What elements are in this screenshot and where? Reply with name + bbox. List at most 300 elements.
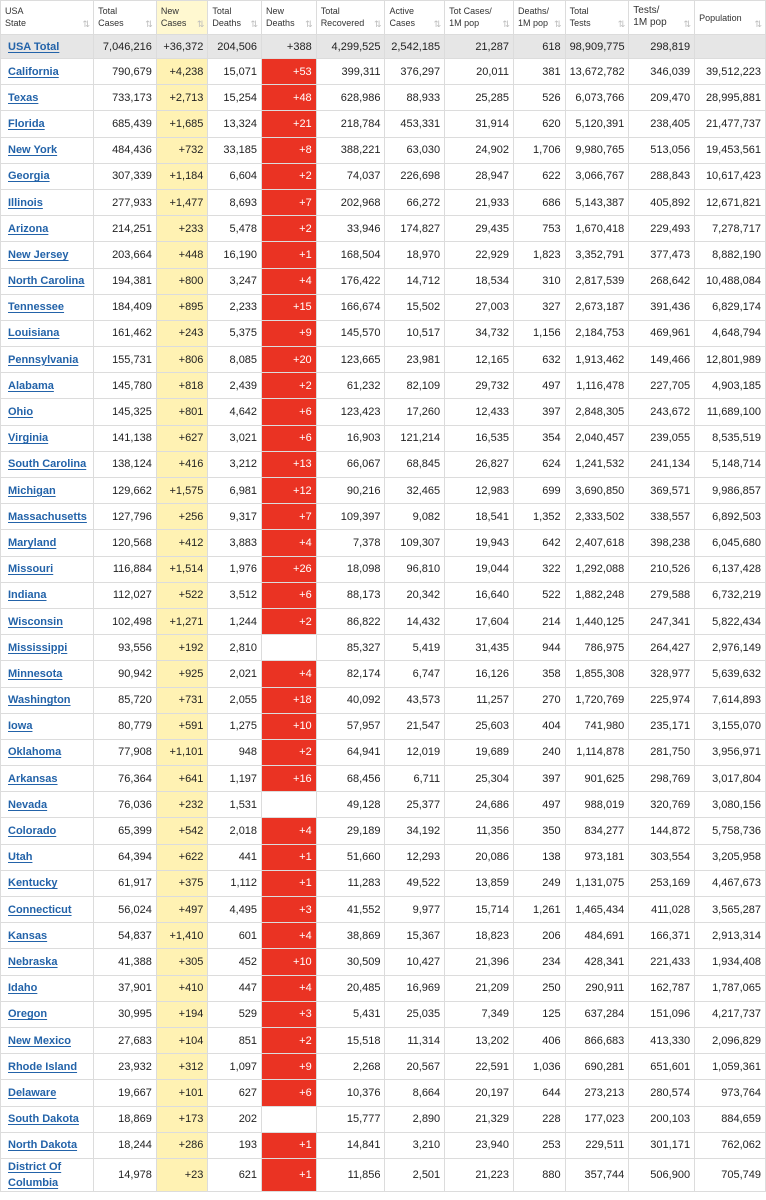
total-tests-cell: 973,181 bbox=[565, 844, 629, 870]
header-label: Deaths/ 1M pop bbox=[517, 6, 549, 28]
tests-per-1m-cell: 377,473 bbox=[629, 242, 695, 268]
population-cell: 21,477,737 bbox=[695, 111, 766, 137]
total-cases-cell: 65,399 bbox=[94, 818, 157, 844]
new-cases-cell: +542 bbox=[156, 818, 208, 844]
state-name-cell bbox=[1, 399, 94, 425]
new-cases-cell: +4,238 bbox=[156, 59, 208, 85]
tests-per-1m-cell: 469,961 bbox=[629, 320, 695, 346]
tests-per-1m-cell: 162,787 bbox=[629, 975, 695, 1001]
new-deaths-cell: +6 bbox=[262, 399, 317, 425]
total-tests-cell: 1,292,088 bbox=[565, 556, 629, 582]
tot-cases-per-1m-cell: 18,534 bbox=[445, 268, 514, 294]
population-cell: 4,648,794 bbox=[695, 320, 766, 346]
table-row bbox=[1, 582, 766, 608]
state-name-cell bbox=[1, 189, 94, 215]
deaths-per-1m-cell: 526 bbox=[513, 85, 565, 111]
new-cases-cell: +800 bbox=[156, 268, 208, 294]
state-name-cell bbox=[1, 478, 94, 504]
tests-per-1m-cell: 405,892 bbox=[629, 189, 695, 215]
population-cell: 3,205,958 bbox=[695, 844, 766, 870]
active-cases-cell: 14,712 bbox=[385, 268, 445, 294]
col-header-new-cases[interactable] bbox=[156, 1, 208, 35]
header-label: Tot Cases/ 1M pop bbox=[449, 6, 492, 28]
new-cases-cell: +23 bbox=[156, 1158, 208, 1191]
state-link[interactable]: Indiana bbox=[8, 589, 47, 602]
new-deaths-cell: +21 bbox=[262, 111, 317, 137]
total-cases-cell: 19,667 bbox=[94, 1080, 157, 1106]
new-cases-cell: +1,514 bbox=[156, 556, 208, 582]
tests-per-1m-cell: 303,554 bbox=[629, 844, 695, 870]
population-cell: 6,045,680 bbox=[695, 530, 766, 556]
total-deaths-cell: 13,324 bbox=[208, 111, 262, 137]
total-recovered-cell: 38,869 bbox=[316, 923, 385, 949]
state-link[interactable]: New Jersey bbox=[8, 248, 69, 261]
sort-icon: ⇅ bbox=[683, 19, 692, 29]
state-name-cell bbox=[1, 347, 94, 373]
tot-cases-per-1m-cell: 19,689 bbox=[445, 739, 514, 765]
state-link[interactable]: Maryland bbox=[8, 536, 57, 549]
col-header-total-recovered[interactable] bbox=[316, 1, 385, 35]
tot-cases-per-1m-cell: 20,086 bbox=[445, 844, 514, 870]
state-link[interactable]: California bbox=[8, 65, 59, 78]
state-link[interactable]: Utah bbox=[8, 851, 33, 864]
state-link[interactable]: Iowa bbox=[8, 720, 33, 733]
total-cases-cell: 41,388 bbox=[94, 949, 157, 975]
total-tests-cell: 5,120,391 bbox=[565, 111, 629, 137]
total-cases-cell: 203,664 bbox=[94, 242, 157, 268]
total-tests-cell: 786,975 bbox=[565, 635, 629, 661]
total-recovered-cell: 10,376 bbox=[316, 1080, 385, 1106]
population-cell: 5,639,632 bbox=[695, 661, 766, 687]
new-cases-cell: +36,372 bbox=[156, 35, 208, 59]
header-label: Total Deaths bbox=[212, 6, 241, 28]
total-deaths-cell: 4,642 bbox=[208, 399, 262, 425]
active-cases-cell: 8,664 bbox=[385, 1080, 445, 1106]
tot-cases-per-1m-cell: 24,686 bbox=[445, 792, 514, 818]
total-deaths-cell: 202 bbox=[208, 1106, 262, 1132]
state-link[interactable]: Wisconsin bbox=[8, 615, 63, 628]
tot-cases-per-1m-cell: 15,714 bbox=[445, 897, 514, 923]
new-deaths-cell: +4 bbox=[262, 923, 317, 949]
new-deaths-cell: +8 bbox=[262, 137, 317, 163]
active-cases-cell: 10,427 bbox=[385, 949, 445, 975]
new-cases-cell: +731 bbox=[156, 687, 208, 713]
state-name-cell bbox=[1, 713, 94, 739]
deaths-per-1m-cell: 397 bbox=[513, 766, 565, 792]
state-link[interactable]: Ohio bbox=[8, 406, 34, 419]
new-deaths-cell: +2 bbox=[262, 373, 317, 399]
total-deaths-cell: 1,097 bbox=[208, 1054, 262, 1080]
total-cases-cell: 112,027 bbox=[94, 582, 157, 608]
new-cases-cell: +104 bbox=[156, 1027, 208, 1053]
total-recovered-cell: 90,216 bbox=[316, 478, 385, 504]
state-name-cell bbox=[1, 425, 94, 451]
sort-icon: ⇅ bbox=[82, 19, 91, 29]
deaths-per-1m-cell: 1,156 bbox=[513, 320, 565, 346]
population-cell: 3,080,156 bbox=[695, 792, 766, 818]
population-cell: 12,801,989 bbox=[695, 347, 766, 373]
new-cases-cell: +1,101 bbox=[156, 739, 208, 765]
total-cases-cell: 93,556 bbox=[94, 635, 157, 661]
total-cases-cell: 18,869 bbox=[94, 1106, 157, 1132]
active-cases-cell: 25,035 bbox=[385, 1001, 445, 1027]
total-cases-cell: 90,942 bbox=[94, 661, 157, 687]
total-tests-cell: 866,683 bbox=[565, 1027, 629, 1053]
col-header-state[interactable] bbox=[1, 1, 94, 35]
state-link[interactable]: Arizona bbox=[8, 222, 49, 235]
header-label: Active Cases bbox=[389, 6, 415, 28]
tests-per-1m-cell: 241,134 bbox=[629, 451, 695, 477]
state-name-cell bbox=[1, 739, 94, 765]
table-row bbox=[1, 923, 766, 949]
new-deaths-cell: +4 bbox=[262, 975, 317, 1001]
tests-per-1m-cell: 235,171 bbox=[629, 713, 695, 739]
tot-cases-per-1m-cell: 13,202 bbox=[445, 1027, 514, 1053]
total-recovered-cell: 2,268 bbox=[316, 1054, 385, 1080]
state-name-cell bbox=[1, 635, 94, 661]
total-tests-cell: 1,720,769 bbox=[565, 687, 629, 713]
new-deaths-cell: +18 bbox=[262, 687, 317, 713]
state-name-cell bbox=[1, 608, 94, 634]
state-link[interactable]: Minnesota bbox=[8, 667, 63, 680]
active-cases-cell: 20,342 bbox=[385, 582, 445, 608]
deaths-per-1m-cell: 699 bbox=[513, 478, 565, 504]
state-link[interactable]: Massachusetts bbox=[8, 510, 87, 523]
total-recovered-cell: 74,037 bbox=[316, 163, 385, 189]
active-cases-cell: 174,827 bbox=[385, 216, 445, 242]
tot-cases-per-1m-cell: 17,604 bbox=[445, 608, 514, 634]
tot-cases-per-1m-cell: 12,165 bbox=[445, 347, 514, 373]
state-link[interactable]: Idaho bbox=[8, 982, 38, 995]
deaths-per-1m-cell: 620 bbox=[513, 111, 565, 137]
tot-cases-per-1m-cell: 25,603 bbox=[445, 713, 514, 739]
sort-icon: ⇅ bbox=[305, 19, 313, 29]
total-tests-cell: 1,241,532 bbox=[565, 451, 629, 477]
state-link[interactable]: New York bbox=[8, 144, 58, 157]
total-deaths-cell: 2,810 bbox=[208, 635, 262, 661]
deaths-per-1m-cell: 397 bbox=[513, 399, 565, 425]
total-recovered-cell: 61,232 bbox=[316, 373, 385, 399]
tot-cases-per-1m-cell: 21,209 bbox=[445, 975, 514, 1001]
tot-cases-per-1m-cell: 18,541 bbox=[445, 504, 514, 530]
total-recovered-cell: 202,968 bbox=[316, 189, 385, 215]
state-link[interactable]: South Dakota bbox=[8, 1113, 79, 1126]
deaths-per-1m-cell: 497 bbox=[513, 792, 565, 818]
tot-cases-per-1m-cell: 16,535 bbox=[445, 425, 514, 451]
total-tests-cell: 1,116,478 bbox=[565, 373, 629, 399]
state-link[interactable]: Mississippi bbox=[8, 641, 68, 654]
state-name-cell bbox=[1, 59, 94, 85]
state-link[interactable]: Pennsylvania bbox=[8, 353, 79, 366]
new-cases-cell: +732 bbox=[156, 137, 208, 163]
total-cases-cell: 141,138 bbox=[94, 425, 157, 451]
population-cell: 1,934,408 bbox=[695, 949, 766, 975]
tot-cases-per-1m-cell: 27,003 bbox=[445, 294, 514, 320]
state-link[interactable]: Georgia bbox=[8, 170, 50, 183]
total-recovered-cell: 41,552 bbox=[316, 897, 385, 923]
total-recovered-cell: 29,189 bbox=[316, 818, 385, 844]
active-cases-cell: 3,210 bbox=[385, 1132, 445, 1158]
table-row bbox=[1, 975, 766, 1001]
population-cell: 8,535,519 bbox=[695, 425, 766, 451]
total-deaths-cell: 2,233 bbox=[208, 294, 262, 320]
total-tests-cell: 741,980 bbox=[565, 713, 629, 739]
state-link[interactable]: Washington bbox=[8, 694, 71, 707]
deaths-per-1m-cell: 125 bbox=[513, 1001, 565, 1027]
new-cases-cell: +101 bbox=[156, 1080, 208, 1106]
total-cases-cell: 277,933 bbox=[94, 189, 157, 215]
tot-cases-per-1m-cell: 25,285 bbox=[445, 85, 514, 111]
tests-per-1m-cell: 346,039 bbox=[629, 59, 695, 85]
population-cell: 3,956,971 bbox=[695, 739, 766, 765]
population-cell: 6,732,219 bbox=[695, 582, 766, 608]
active-cases-cell: 96,810 bbox=[385, 556, 445, 582]
new-cases-cell: +410 bbox=[156, 975, 208, 1001]
state-link[interactable]: Texas bbox=[8, 91, 39, 104]
total-cases-cell: 307,339 bbox=[94, 163, 157, 189]
tot-cases-per-1m-cell: 31,914 bbox=[445, 111, 514, 137]
state-name-cell bbox=[1, 949, 94, 975]
header-label: USA State bbox=[5, 6, 27, 28]
state-name-cell bbox=[1, 294, 94, 320]
new-deaths-cell: +1 bbox=[262, 242, 317, 268]
state-name-cell bbox=[1, 1106, 94, 1132]
state-link[interactable]: Delaware bbox=[8, 1086, 57, 1099]
total-deaths-cell: 3,247 bbox=[208, 268, 262, 294]
total-tests-cell: 357,744 bbox=[565, 1158, 629, 1191]
total-deaths-cell: 204,506 bbox=[208, 35, 262, 59]
total-recovered-cell: 123,423 bbox=[316, 399, 385, 425]
state-link[interactable]: North Carolina bbox=[8, 275, 85, 288]
active-cases-cell: 2,542,185 bbox=[385, 35, 445, 59]
total-deaths-cell: 1,244 bbox=[208, 608, 262, 634]
tests-per-1m-cell: 298,769 bbox=[629, 766, 695, 792]
state-link[interactable]: Alabama bbox=[8, 379, 54, 392]
tot-cases-per-1m-cell: 11,257 bbox=[445, 687, 514, 713]
total-recovered-cell: 628,986 bbox=[316, 85, 385, 111]
state-link[interactable]: Nebraska bbox=[8, 955, 58, 968]
total-tests-cell: 484,691 bbox=[565, 923, 629, 949]
total-recovered-cell: 49,128 bbox=[316, 792, 385, 818]
total-deaths-cell: 3,212 bbox=[208, 451, 262, 477]
deaths-per-1m-cell: 522 bbox=[513, 582, 565, 608]
total-cases-cell: 56,024 bbox=[94, 897, 157, 923]
state-name-cell bbox=[1, 320, 94, 346]
state-link[interactable]: Rhode Island bbox=[8, 1060, 78, 1073]
total-tests-cell: 637,284 bbox=[565, 1001, 629, 1027]
new-cases-cell: +416 bbox=[156, 451, 208, 477]
tot-cases-per-1m-cell: 12,433 bbox=[445, 399, 514, 425]
tests-per-1m-cell: 268,642 bbox=[629, 268, 695, 294]
new-cases-cell: +925 bbox=[156, 661, 208, 687]
deaths-per-1m-cell: 249 bbox=[513, 870, 565, 896]
col-header-total-cases[interactable] bbox=[94, 1, 157, 35]
table-row bbox=[1, 347, 766, 373]
total-tests-cell: 229,511 bbox=[565, 1132, 629, 1158]
new-cases-cell: +1,410 bbox=[156, 923, 208, 949]
active-cases-cell: 5,419 bbox=[385, 635, 445, 661]
new-cases-cell: +1,477 bbox=[156, 189, 208, 215]
tests-per-1m-cell: 391,436 bbox=[629, 294, 695, 320]
state-link[interactable]: Virginia bbox=[8, 432, 49, 445]
state-link[interactable]: Kentucky bbox=[8, 877, 58, 890]
total-deaths-cell: 8,085 bbox=[208, 347, 262, 373]
col-header-total-deaths[interactable] bbox=[208, 1, 262, 35]
table-row bbox=[1, 451, 766, 477]
total-recovered-cell: 11,283 bbox=[316, 870, 385, 896]
population-cell: 39,512,223 bbox=[695, 59, 766, 85]
state-link[interactable]: New Mexico bbox=[8, 1034, 71, 1047]
new-cases-cell: +312 bbox=[156, 1054, 208, 1080]
tests-per-1m-cell: 239,055 bbox=[629, 425, 695, 451]
new-deaths-cell: +2 bbox=[262, 739, 317, 765]
total-recovered-cell: 40,092 bbox=[316, 687, 385, 713]
col-header-deaths-1m[interactable] bbox=[513, 1, 565, 35]
new-deaths-cell: +20 bbox=[262, 347, 317, 373]
tests-per-1m-cell: 398,238 bbox=[629, 530, 695, 556]
state-name-cell bbox=[1, 451, 94, 477]
new-deaths-cell: +6 bbox=[262, 1080, 317, 1106]
new-deaths-cell: +1 bbox=[262, 1132, 317, 1158]
deaths-per-1m-cell: 622 bbox=[513, 163, 565, 189]
total-deaths-cell: 15,254 bbox=[208, 85, 262, 111]
table-row bbox=[1, 530, 766, 556]
active-cases-cell: 6,747 bbox=[385, 661, 445, 687]
tests-per-1m-cell: 651,601 bbox=[629, 1054, 695, 1080]
population-cell: 5,148,714 bbox=[695, 451, 766, 477]
state-name-cell bbox=[1, 1080, 94, 1106]
new-deaths-cell: +26 bbox=[262, 556, 317, 582]
new-deaths-cell: +7 bbox=[262, 504, 317, 530]
state-link[interactable]: South Carolina bbox=[8, 458, 87, 471]
active-cases-cell: 11,314 bbox=[385, 1027, 445, 1053]
total-cases-cell: 145,325 bbox=[94, 399, 157, 425]
new-deaths-cell: +1 bbox=[262, 1158, 317, 1191]
total-cases-cell: 161,462 bbox=[94, 320, 157, 346]
total-tests-cell: 177,023 bbox=[565, 1106, 629, 1132]
state-link[interactable]: Nevada bbox=[8, 798, 48, 811]
new-deaths-cell: +2 bbox=[262, 216, 317, 242]
col-header-population[interactable] bbox=[695, 1, 766, 35]
total-tests-cell: 1,440,125 bbox=[565, 608, 629, 634]
population-cell: 12,671,821 bbox=[695, 189, 766, 215]
state-link[interactable]: Illinois bbox=[8, 196, 43, 209]
state-link[interactable]: Missouri bbox=[8, 563, 54, 576]
state-link[interactable]: Louisiana bbox=[8, 327, 60, 340]
total-recovered-cell: 66,067 bbox=[316, 451, 385, 477]
tot-cases-per-1m-cell: 12,983 bbox=[445, 478, 514, 504]
state-link[interactable]: District Of Columbia bbox=[8, 1160, 62, 1189]
new-deaths-cell: +10 bbox=[262, 713, 317, 739]
tot-cases-per-1m-cell: 24,902 bbox=[445, 137, 514, 163]
state-link[interactable]: Oklahoma bbox=[8, 746, 62, 759]
total-tests-cell: 1,882,248 bbox=[565, 582, 629, 608]
col-header-tot-cases-1m[interactable] bbox=[445, 1, 514, 35]
population-cell: 705,749 bbox=[695, 1158, 766, 1191]
new-cases-cell: +192 bbox=[156, 635, 208, 661]
total-tests-cell: 1,465,434 bbox=[565, 897, 629, 923]
total-cases-cell: 7,046,216 bbox=[94, 35, 157, 59]
state-name-cell bbox=[1, 373, 94, 399]
deaths-per-1m-cell: 1,261 bbox=[513, 897, 565, 923]
sort-icon: ⇅ bbox=[754, 19, 762, 29]
state-link[interactable]: North Dakota bbox=[8, 1139, 78, 1152]
total-deaths-cell: 2,021 bbox=[208, 661, 262, 687]
new-deaths-cell: +1 bbox=[262, 844, 317, 870]
deaths-per-1m-cell: 138 bbox=[513, 844, 565, 870]
total-tests-cell: 428,341 bbox=[565, 949, 629, 975]
total-cases-cell: 129,662 bbox=[94, 478, 157, 504]
active-cases-cell: 15,367 bbox=[385, 923, 445, 949]
state-link[interactable]: Florida bbox=[8, 117, 45, 130]
deaths-per-1m-cell: 358 bbox=[513, 661, 565, 687]
tests-per-1m-cell: 506,900 bbox=[629, 1158, 695, 1191]
population-cell: 7,614,893 bbox=[695, 687, 766, 713]
sort-icon: ⇅ bbox=[554, 19, 562, 29]
new-cases-cell: +232 bbox=[156, 792, 208, 818]
col-header-new-deaths[interactable] bbox=[262, 1, 317, 35]
table-row bbox=[1, 1001, 766, 1027]
total-deaths-cell: 3,021 bbox=[208, 425, 262, 451]
population-cell: 10,488,084 bbox=[695, 268, 766, 294]
state-link[interactable]: Tennessee bbox=[8, 301, 65, 314]
col-header-active-cases[interactable] bbox=[385, 1, 445, 35]
state-link[interactable]: Michigan bbox=[8, 484, 56, 497]
state-name-cell bbox=[1, 661, 94, 687]
tot-cases-per-1m-cell: 20,011 bbox=[445, 59, 514, 85]
total-tests-cell: 2,407,618 bbox=[565, 530, 629, 556]
tests-per-1m-cell: 253,169 bbox=[629, 870, 695, 896]
state-link[interactable]: Kansas bbox=[8, 929, 48, 942]
state-name-cell bbox=[1, 504, 94, 530]
state-link[interactable]: Colorado bbox=[8, 825, 57, 838]
total-cases-cell: 30,995 bbox=[94, 1001, 157, 1027]
tot-cases-per-1m-cell: 11,356 bbox=[445, 818, 514, 844]
active-cases-cell: 12,293 bbox=[385, 844, 445, 870]
new-cases-cell: +522 bbox=[156, 582, 208, 608]
state-link[interactable]: Connecticut bbox=[8, 903, 72, 916]
total-deaths-cell: 1,531 bbox=[208, 792, 262, 818]
state-name-cell bbox=[1, 975, 94, 1001]
total-deaths-cell: 601 bbox=[208, 923, 262, 949]
deaths-per-1m-cell: 624 bbox=[513, 451, 565, 477]
tot-cases-per-1m-cell: 19,044 bbox=[445, 556, 514, 582]
total-cases-cell: 138,124 bbox=[94, 451, 157, 477]
col-header-tests-1m[interactable] bbox=[629, 1, 695, 35]
total-cases-cell: 85,720 bbox=[94, 687, 157, 713]
total-tests-cell: 1,131,075 bbox=[565, 870, 629, 896]
population-cell: 4,903,185 bbox=[695, 373, 766, 399]
tot-cases-per-1m-cell: 22,929 bbox=[445, 242, 514, 268]
total-recovered-cell: 14,841 bbox=[316, 1132, 385, 1158]
header-row bbox=[1, 1, 766, 35]
state-link[interactable]: Arkansas bbox=[8, 772, 58, 785]
total-deaths-cell: 193 bbox=[208, 1132, 262, 1158]
active-cases-cell: 14,432 bbox=[385, 608, 445, 634]
col-header-total-tests[interactable] bbox=[565, 1, 629, 35]
new-cases-cell: +448 bbox=[156, 242, 208, 268]
total-tests-cell: 1,913,462 bbox=[565, 347, 629, 373]
sort-icon: ⇅ bbox=[617, 19, 626, 29]
total-recovered-cell: 51,660 bbox=[316, 844, 385, 870]
total-deaths-cell: 452 bbox=[208, 949, 262, 975]
table-row bbox=[1, 766, 766, 792]
state-name-cell bbox=[1, 1054, 94, 1080]
population-cell: 5,758,736 bbox=[695, 818, 766, 844]
state-link[interactable]: Oregon bbox=[8, 1008, 48, 1021]
header-label: Total Cases bbox=[98, 6, 124, 28]
total-recovered-cell: 64,941 bbox=[316, 739, 385, 765]
